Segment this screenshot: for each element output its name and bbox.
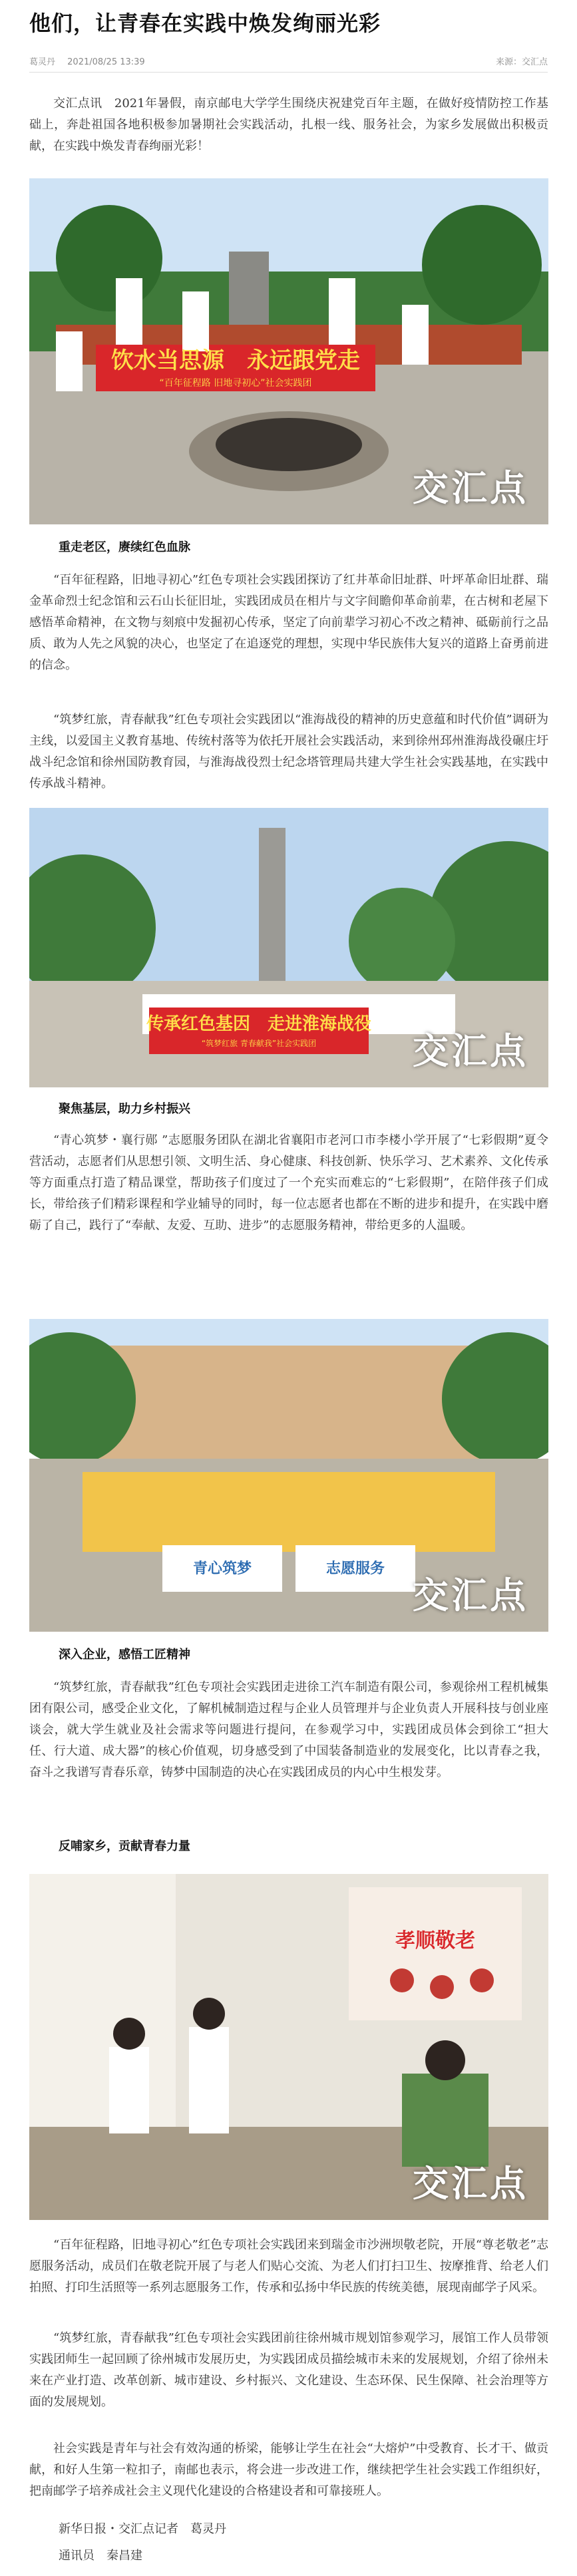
watermark-text: 交汇点 — [413, 466, 528, 509]
paragraph-conclusion: 社会实践是青年与社会有效沟通的桥梁，能够让学生在社会“大熔炉”中受教育、长才干、做贡献，和好人生第一粒扣子，南邮也表示，将会进一步改进工作，继续把学生社会实践工作组织好，把南邮学子培养成社会主义现代化建设的合格建设者和可靠接班人。 — [29, 2442, 548, 2498]
source-label: 来源：交汇点 — [495, 57, 548, 67]
banner3a-text: 青心筑梦 — [192, 1560, 252, 1577]
watermark-text: 交汇点 — [413, 1574, 528, 1616]
banner3b-text: 志愿服务 — [325, 1560, 385, 1577]
article-meta — [29, 55, 145, 67]
section-heading-3: 深入企业，感悟工匠精神 — [59, 1648, 190, 1662]
photo-red-well — [29, 178, 548, 524]
section-heading-1: 重走老区，赓续红色血脉 — [59, 540, 190, 554]
article-title: 他们，让青春在实践中焕发绚丽光彩 — [29, 11, 381, 36]
paragraph-elderly: “百年征程路，旧地寻初心”红色专项社会实践团来到瑞金市沙洲坝敬老院，开展“尊老敬老”志愿服务活动，成员们在敬老院开展了与老人们贴心交流、为老人们打扫卫生、按摩推背、给老人们拍照、打印生活照等一系列志愿服务工作，传承和弘扬中华民族的传统美德，展现南邮学子风采。 — [29, 2238, 548, 2295]
photo-memorial-tower — [29, 808, 548, 1087]
author-name: 葛灵丹 — [29, 57, 56, 67]
byline-correspondent: 通讯员 秦昌建 — [59, 2549, 142, 2563]
banner2-text: 传承红色基因 走进淮海战役 — [146, 1014, 372, 1034]
publish-date: 2021/08/25 13:39 — [67, 57, 145, 67]
paragraph-huaihai: “筑梦红旅，青春献我”红色专项社会实践团以“淮海战役的精神的历史意蕴和时代价值”调研为主线，以爱国主义教育基地、传统村落等为依托开展社会实践活动，来到徐州邳州淮海战役碾庄圩战斗纪念馆和徐州国防教育园，与淮海战役烈士纪念塔管理局共建大学生社会实践基地，在实践中传承战斗精神。 — [29, 713, 548, 791]
paragraph-red-route: “百年征程路，旧地寻初心”红色专项社会实践团探访了红井革命旧址群、叶坪革命旧址群、瑞金革命烈士纪念馆和云石山长征旧址，实践团成员在相片与文字间瞻仰革命前辈，在古树和老屋下感悟革命精神，在文物与刻痕中发掘初心传承，坚定了向前辈学习初心不改之精神、砥砺前行之品质、敢为人先之风貌的决心，也坚定了在追逐党的理想，实现中华民族伟大复兴的道路上奋勇前进的信念。 — [29, 573, 548, 672]
section-heading-4: 反哺家乡，贡献青春力量 — [59, 1839, 190, 1853]
photo-summer-camp-group — [29, 1319, 548, 1632]
wall-slogan-text: 孝顺敬老 — [395, 1929, 475, 1952]
header-divider — [29, 72, 548, 73]
photo-nursing-home — [29, 1874, 548, 2220]
paragraph-enterprise: “筑梦红旅，青春献我”红色专项社会实践团走进徐工汽车制造有限公司，参观徐州工程机械集团有限公司，感受企业文化，了解机械制造过程与企业人员管理并与企业负责人开展科技与创业座谈会，就大学生就业及社会需求等问题进行提问，在参观学习中，实践团成员体会到徐工“担大任、行大道、成大器”的核心价值观，切身感受到了中国装备制造业的发展变化，比以青春之我，奋斗之我谱写青春乐章，铸梦中国制造的决心在实践团成员的内心中生根发芽。 — [29, 1680, 548, 1779]
paragraph-city-planning: “筑梦红旅，青春献我”红色专项社会实践团前往徐州城市规划馆参观学习，展馆工作人员带领实践团师生一起回顾了徐州城市发展历史，为实践团成员描绘城市未来的发展规划，介绍了徐州未来在产业打造、改革创新、城市建设、乡村振兴、文化建设、生态环保、民生保障、社会治理等方面的发展规划。 — [29, 2331, 548, 2409]
banner1-text: 饮水当思源 永远跟党走 — [111, 347, 360, 374]
intro-paragraph: 交汇点讯 2021年暑假，南京邮电大学学生围绕庆祝建党百年主题，在做好疫情防控工作基础上，奔赴祖国各地积极参加暑期社会实践活动，扎根一线、服务社会，为家乡发展做出积极贡献，在实践中焕发青春绚丽光彩！ — [29, 96, 548, 153]
paragraph-summer-camp: “青心筑梦・襄行郧 ”志愿服务团队在湖北省襄阳市老河口市李楼小学开展了“七彩假期”夏令营活动，志愿者们从思想引领、文明生活、身心健康、科技创新、快乐学习、艺术素养、文化传承等方面重点打造了精品课堂，帮助孩子们度过了一个充实而难忘的“七彩假期”，在陪伴孩子们成长，带给孩子们精彩课程和学业辅导的同时，每一位志愿者也都在不断的进步和提升，在实践中磨砺了自己，践行了“奉献、友爱、互助、进步”的志愿服务精神，带给更多的人温暖。 — [29, 1133, 548, 1232]
banner2-subtext: “筑梦红旅 青春献我”社会实践团 — [201, 1039, 317, 1048]
watermark-text: 交汇点 — [413, 1029, 528, 1072]
watermark-text: 交汇点 — [413, 2162, 528, 2205]
section-heading-2: 聚焦基层，助力乡村振兴 — [59, 1102, 190, 1116]
banner1-subtext: “百年征程路 旧地寻初心”社会实践团 — [159, 378, 312, 389]
byline-reporter: 新华日报・交汇点记者 葛灵丹 — [59, 2522, 226, 2536]
